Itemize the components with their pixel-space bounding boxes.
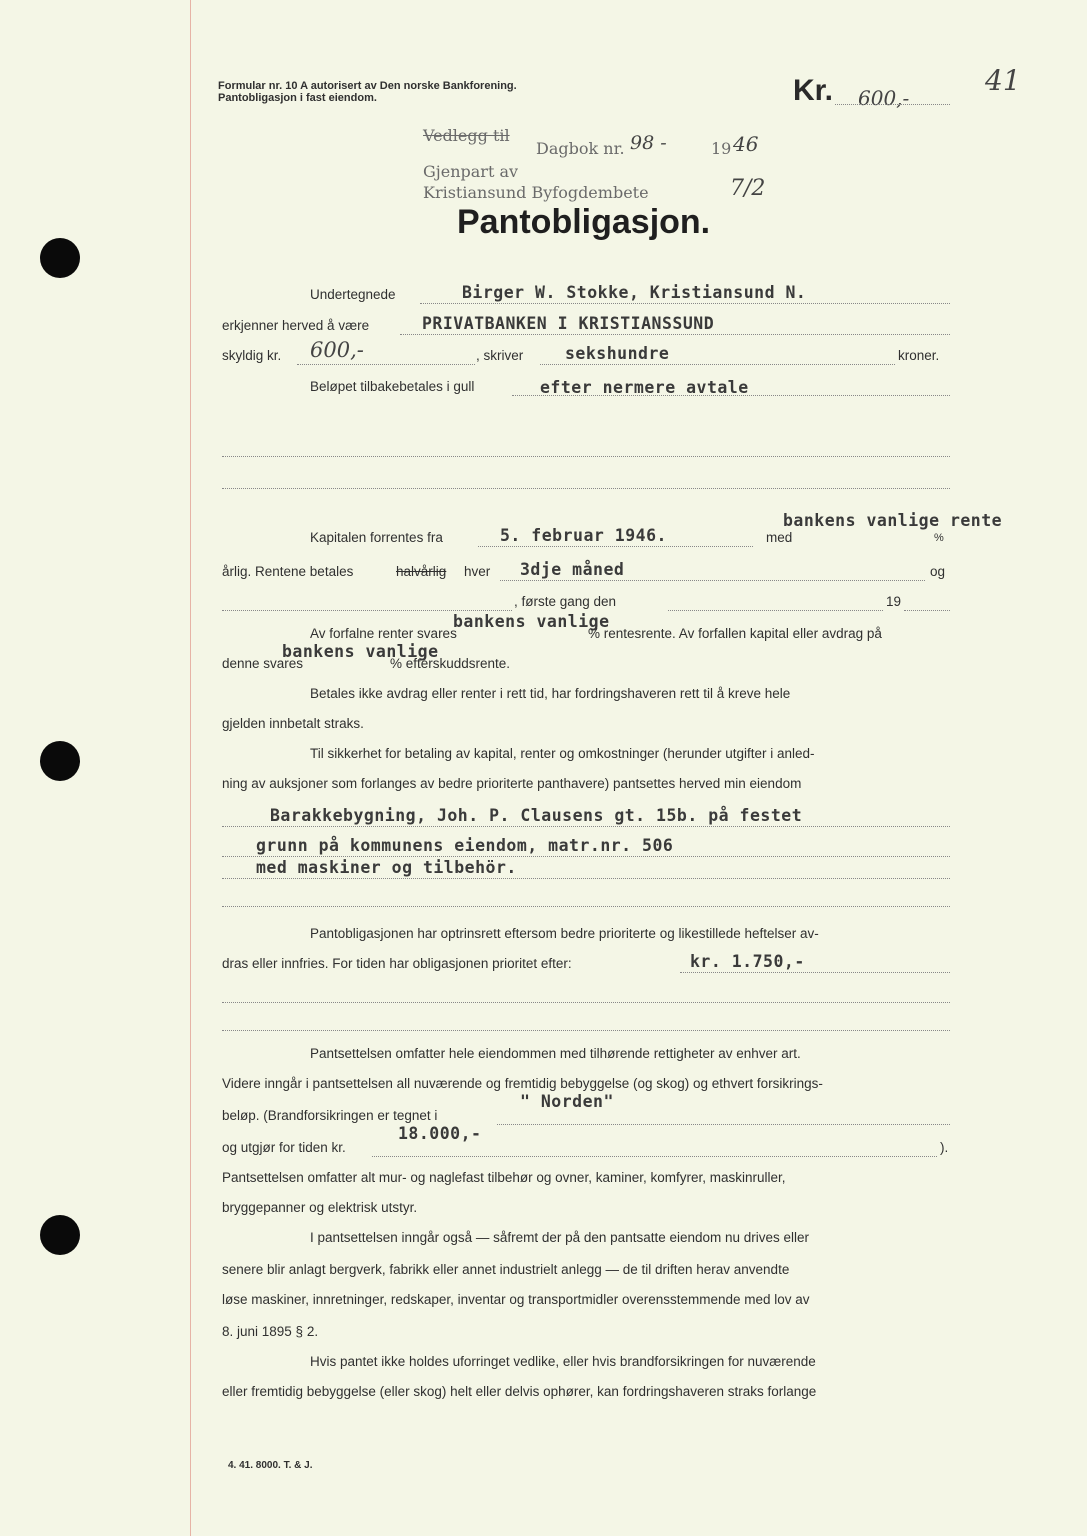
para-scope-line3: beløp. (Brandforsikringen er tegnet i [222, 1108, 438, 1123]
stamp-office: Kristiansund Byfogdembete [423, 183, 649, 202]
skyldig-value: 600,- [310, 338, 364, 362]
denne-rest: % efterskuddsrente. [390, 656, 511, 671]
hver-label: hver [464, 564, 491, 579]
belopet-value: efter nermere avtale [540, 378, 749, 397]
belopet-label: Beløpet tilbakebetales i gull [310, 379, 475, 394]
kr-line [835, 104, 950, 105]
para-priority-line1: Pantobligasjonen har optrinsrett eftersom bedre prioriterte og likestillede heftelser av- [310, 926, 819, 941]
priority-blank-line1 [222, 1002, 950, 1003]
stamp-year-prefix: 19 [711, 139, 732, 158]
priority-line [680, 972, 950, 973]
para-industry-line4: 8. juni 1895 § 2. [222, 1324, 319, 1339]
kroner-label: kroner. [898, 348, 940, 363]
kr-amount: 600,- [858, 86, 910, 110]
arlig-label: årlig. Rentene betales [222, 564, 354, 579]
stamp-dagbok: Dagbok nr. [536, 139, 625, 158]
forfalne-label: Av forfalne renter svares [310, 626, 457, 641]
undertegnede-line [420, 303, 950, 304]
para-default-line2: gjelden innbetalt straks. [222, 716, 364, 731]
undertegnede-value: Birger W. Stokke, Kristiansund N. [462, 283, 807, 302]
hver-line [500, 580, 925, 581]
para-default-line1: Betales ikke avdrag eller renter i rett tid, har fordringshaveren rett til å kreve hele [310, 686, 791, 701]
form-number-line: Formular nr. 10 A autorisert av Den norske Bankforening. [218, 80, 517, 92]
para-security-line1: Til sikkerhet for betaling av kapital, renter og omkostninger (herunder utgifter i anled- [310, 746, 815, 761]
erkjenner-line [400, 334, 950, 335]
insurer-value: " Norden" [520, 1092, 614, 1111]
para-industry-line2: senere blir anlagt bergverk, fabrikk eller annet industrielt anlegg — de til driften herav anvendte [222, 1262, 790, 1277]
margin-rule [190, 0, 191, 1536]
para-scope-line2: Videre inngår i pantsettelsen all nuværende og fremtidig bebyggelse (og skog) og ethvert forsikrings- [222, 1076, 823, 1091]
property-line3: med maskiner og tilbehör. [256, 858, 517, 877]
stamp-vedlegg: Vedlegg til [423, 126, 510, 145]
forste-label: , første gang den [514, 594, 617, 609]
rate-value: bankens vanlige rente [783, 511, 1003, 530]
para-fixtures-line2: bryggepanner og elektrisk utstyr. [222, 1200, 418, 1215]
halvarlig-struck: halvårlig [396, 564, 447, 579]
para-scope-line1: Pantsettelsen omfatter hele eiendommen med tilhørende rettigheter av enhver art. [310, 1046, 801, 1061]
og-label: og [930, 564, 946, 579]
denne-value: bankens vanlige [282, 642, 439, 661]
kapital-line [478, 546, 753, 547]
hver-value: 3dje måned [520, 560, 625, 579]
skriver-line [540, 364, 895, 365]
erkjenner-label: erkjenner herved å være [222, 318, 370, 333]
para-industry-line3: løse maskiner, innretninger, redskaper, inventar og transportmidler overensstemmende med lov av [222, 1292, 810, 1307]
form-type-line: Pantobligasjon i fast eiendom. [218, 92, 377, 104]
skyldig-label: skyldig kr. [222, 348, 282, 363]
stamp-year-suffix: 46 [733, 132, 759, 156]
para-priority-line2: dras eller innfries. For tiden har obligasjonen prioritet efter: [222, 956, 572, 971]
stamp-gjenpart: Gjenpart av [423, 162, 519, 181]
forste-date-line [668, 610, 883, 611]
forfalne-value: bankens vanlige [453, 612, 610, 631]
para-maintenance-line2: eller fremtidig bebyggelse (eller skog) helt eller delvis ophører, kan fordringshaveren straks forlange [222, 1384, 817, 1399]
skriver-label: , skriver [476, 348, 524, 363]
para-security-line2: ning av auksjoner som forlanges av bedre prioriterte panthavere) pantsettes herved min eiendom [222, 776, 802, 791]
stamp-dagbok-nr: 98 - [630, 132, 667, 154]
priority-blank-line2 [222, 1030, 950, 1031]
property-rule1 [222, 826, 950, 827]
property-rule3 [222, 878, 950, 879]
stamp-date: 7/2 [730, 176, 766, 201]
punch-hole-bottom [40, 1215, 80, 1255]
year-line [904, 610, 950, 611]
punch-hole-top [40, 238, 80, 278]
para-scope-line4: og utgjør for tiden kr. [222, 1140, 346, 1155]
denne-label: denne svares [222, 656, 304, 671]
punch-hole-middle [40, 741, 80, 781]
para-industry-line1: I pantsettelsen inngår også — såfremt der på den pantsatte eiendom nu drives eller [310, 1230, 810, 1245]
insured-amount-line [372, 1156, 937, 1157]
nineteen-label: 19 [886, 594, 902, 609]
forfalne-rest: % rentesrente. Av forfallen kapital eller avdrag på [588, 626, 882, 641]
property-rule2 [222, 856, 950, 857]
insurer-line [497, 1124, 950, 1125]
property-line1: Barakkebygning, Joh. P. Clausens gt. 15b. på festet [270, 806, 803, 825]
kapital-label: Kapitalen forrentes fra [310, 530, 443, 545]
undertegnede-label: Undertegnede [310, 287, 396, 302]
blank-line-1 [222, 456, 950, 457]
blank-line-2 [222, 488, 950, 489]
page-number: 41 [985, 64, 1021, 97]
para-maintenance-line1: Hvis pantet ikke holdes uforringet vedlike, eller hvis brandforsikringen for nuværende [310, 1354, 816, 1369]
para-fixtures-line1: Pantsettelsen omfatter alt mur- og naglefast tilbehør og ovner, kaminer, komfyrer, maskinruller, [222, 1170, 786, 1185]
property-line2: grunn på kommunens eiendom, matr.nr. 506 [256, 836, 674, 855]
document-title: Pantobligasjon. [457, 203, 711, 241]
property-rule4 [222, 906, 950, 907]
skyldig-line [297, 364, 475, 365]
med-label: med [766, 530, 793, 545]
kapital-date: 5. februar 1946. [500, 526, 667, 545]
pct-sign: % [934, 532, 944, 544]
skriver-value: sekshundre [565, 344, 670, 363]
printer-imprint: 4. 41. 8000. T. & J. [228, 1460, 313, 1471]
forste-blank-line [222, 610, 512, 611]
priority-value: kr. 1.750,- [690, 952, 805, 971]
close-paren: ). [940, 1140, 949, 1155]
kr-label: Kr. [793, 74, 834, 107]
erkjenner-value: PRIVATBANKEN I KRISTIANSSUND [422, 314, 715, 333]
insured-amount: 18.000,- [398, 1124, 482, 1143]
